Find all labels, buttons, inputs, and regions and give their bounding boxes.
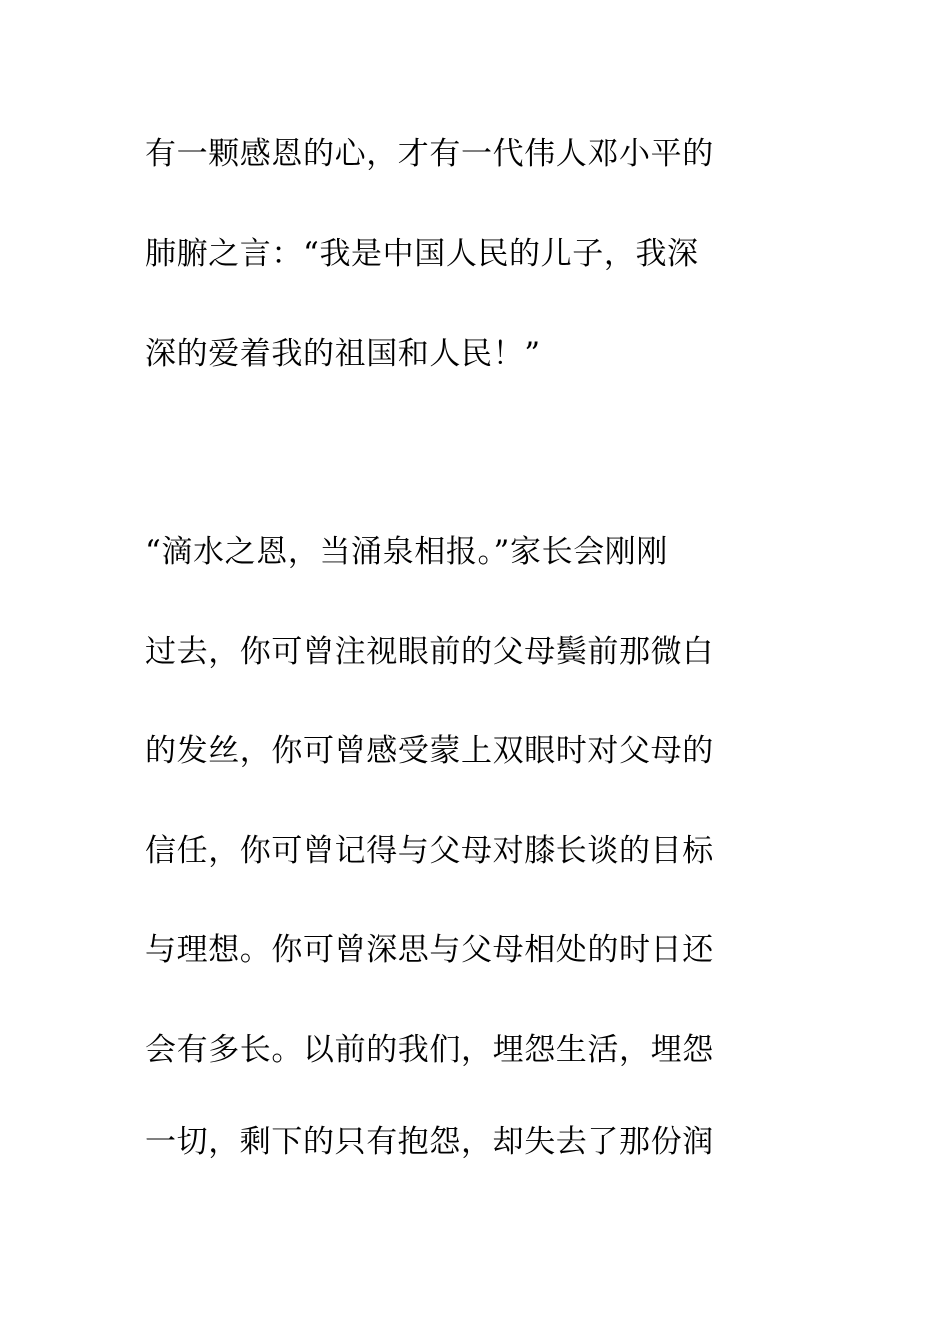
- text-line: 有一颗感恩的心，才有一代伟人邓小平的: [145, 136, 714, 172]
- text-line: 的发丝，你可曾感受蒙上双眼时对父母的: [145, 733, 714, 769]
- text-line: 一切，剩下的只有抱怨，却失去了那份润: [145, 1124, 714, 1160]
- text-line: “滴水之恩，当涌泉相报。”家长会刚刚: [145, 534, 668, 570]
- text-line: 会有多长。以前的我们，埋怨生活，埋怨: [145, 1032, 714, 1068]
- text-line: 肺腑之言：“我是中国人民的儿子，我深: [145, 236, 699, 272]
- text-line: 与理想。你可曾深思与父母相处的时日还: [145, 932, 714, 968]
- text-line: 过去，你可曾注视眼前的父母鬓前那微白: [145, 634, 714, 670]
- text-line: 信任，你可曾记得与父母对膝长谈的目标: [145, 833, 714, 869]
- text-line: 深的爱着我的祖国和人民！”: [145, 336, 541, 372]
